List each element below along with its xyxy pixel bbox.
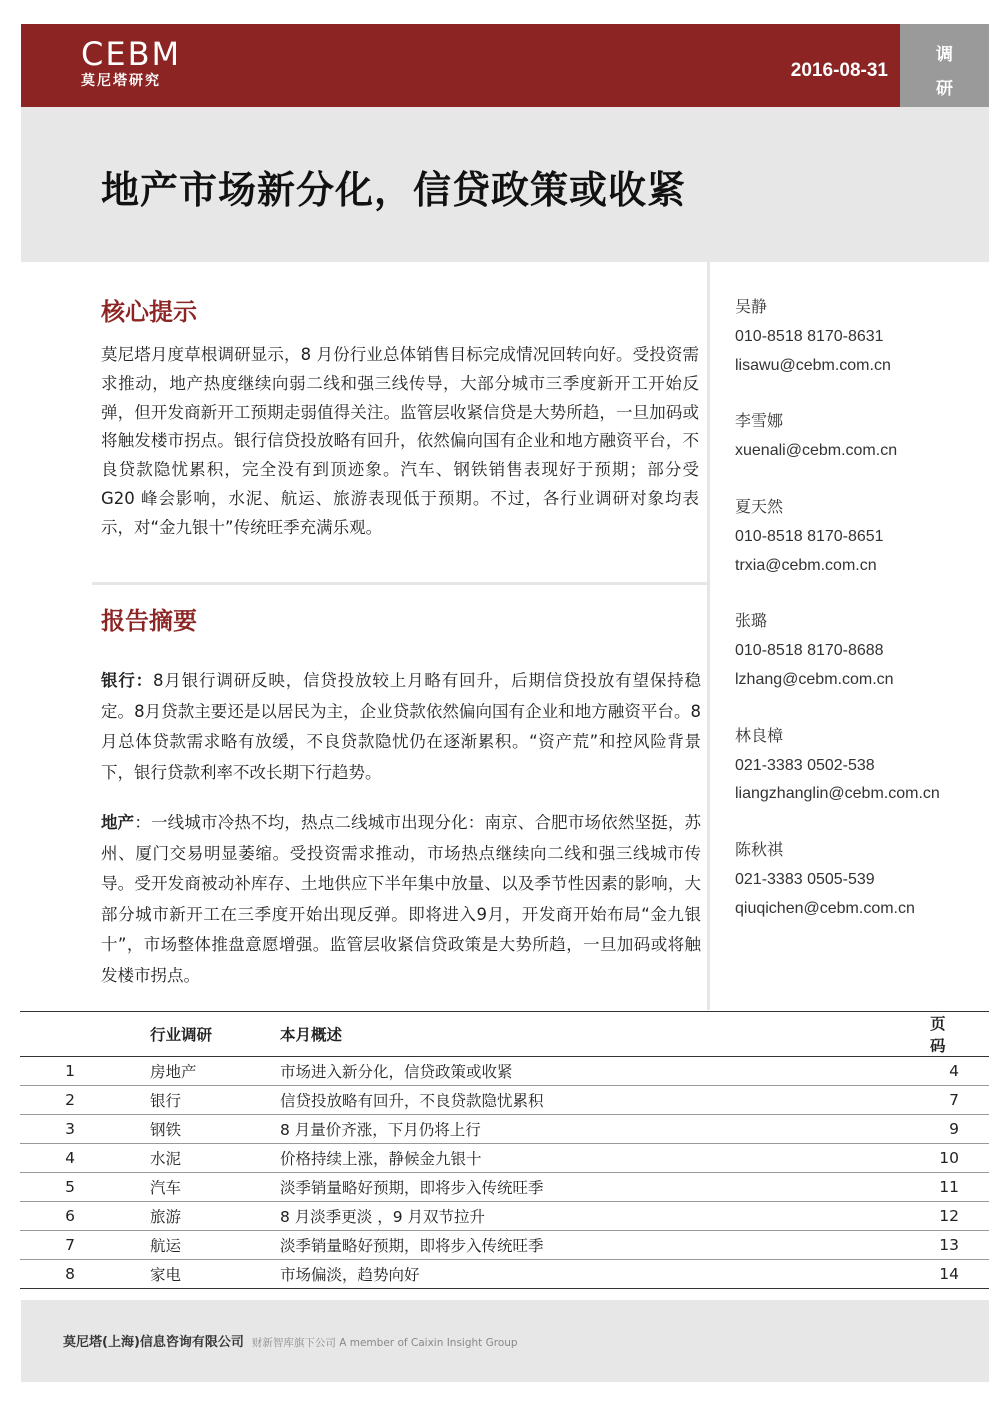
contact-phone: 021-3383 0502-538 (735, 756, 875, 774)
contact-name: 李雪娜 (735, 413, 784, 431)
row-index: 2 (65, 1091, 75, 1109)
contact-phone: 021-3383 0505-539 (735, 870, 875, 888)
contact-card (735, 837, 985, 923)
row-page: 4 (949, 1062, 959, 1080)
contact-phone: 010-8518 8170-8631 (735, 327, 884, 345)
row-page: 9 (949, 1120, 959, 1138)
row-page: 7 (949, 1091, 959, 1109)
title-band (21, 107, 989, 262)
core-summary: 莫尼塔月度草根调研显示，8 月份行业总体销售目标完成情况回转向好。受投资需求推动，地产热度继续向弱二线和强三线传导，大部分城市三季度新开工开始反弹，但开发商新开工预期走弱值得关注。监管层收紧信贷是大势所趋，一旦加码或将触发楼市拐点。银行信贷投放略有回升，依然偏向国有企业和地方融资平台，不良贷款隐忧累积，完全没有到顶迹象。汽车、钢铁销售表现好于预期；部分受 G20 峰会影响，水泥、航运、旅游表现低于预期。不过，各行业调研对象均表示，对“金九银十”传统旺季充满乐观。 (101, 345, 699, 537)
contact-name: 夏天然 (735, 498, 784, 516)
contact-phone: 010-8518 8170-8651 (735, 527, 884, 545)
contact-name: 陈秋祺 (735, 842, 784, 860)
col-header-summary: 本月概述 (280, 1026, 343, 1044)
row-index: 8 (65, 1265, 75, 1283)
row-industry: 水泥 (150, 1150, 182, 1168)
row-industry: 家电 (150, 1266, 182, 1284)
row-industry: 房地产 (150, 1063, 197, 1081)
section-divider (92, 582, 707, 585)
table-row[interactable] (20, 1144, 989, 1173)
core-heading: 核心提示 (101, 298, 197, 326)
row-summary: 价格持续上涨，静候金九银十 (280, 1150, 482, 1168)
tag-line-1: 调 (936, 45, 953, 65)
table-row[interactable] (20, 1057, 989, 1086)
contact-name: 林良樟 (735, 727, 784, 745)
analyst-contacts (735, 294, 985, 952)
contact-email[interactable]: liangzhanglin@cebm.com.cn (735, 785, 940, 803)
report-type-tag (900, 24, 989, 107)
contact-email[interactable]: lzhang@cebm.com.cn (735, 670, 894, 688)
contact-email[interactable]: xuenali@cebm.com.cn (735, 442, 898, 460)
col-header-index (20, 1012, 150, 1057)
col-header-page: 页码 (930, 1015, 946, 1055)
row-page: 10 (939, 1149, 959, 1167)
logo-subtitle: 莫尼塔研究 (81, 73, 161, 89)
row-summary: 淡季销量略好预期，即将步入传统旺季 (280, 1237, 544, 1255)
column-divider (707, 262, 710, 1010)
row-industry: 钢铁 (150, 1121, 182, 1139)
row-summary: 信贷投放略有回升，不良贷款隐忧累积 (280, 1092, 544, 1110)
table-row[interactable] (20, 1202, 989, 1231)
contact-email[interactable]: qiuqichen@cebm.com.cn (735, 899, 915, 917)
row-page: 14 (939, 1265, 959, 1283)
row-summary: 8 月淡季更淡 ，9 月双节拉升 (280, 1208, 486, 1226)
table-row[interactable] (20, 1115, 989, 1144)
row-page: 13 (939, 1236, 959, 1254)
abstract-heading: 报告摘要 (101, 607, 197, 635)
row-summary: 市场偏淡，趋势向好 (280, 1266, 420, 1284)
footer-company: 莫尼塔(上海)信息咨询有限公司 (63, 1335, 244, 1350)
row-industry: 汽车 (150, 1179, 182, 1197)
table-row[interactable] (20, 1231, 989, 1260)
contact-card (735, 608, 985, 694)
cebm-logo (81, 36, 211, 100)
table-row[interactable] (20, 1260, 989, 1289)
table-row[interactable] (20, 1086, 989, 1115)
contact-card (735, 723, 985, 809)
contact-email[interactable]: trxia@cebm.com.cn (735, 556, 877, 574)
table-row[interactable] (20, 1173, 989, 1202)
report-date: 2016-08-31 (790, 60, 888, 81)
col-header-industry: 行业调研 (150, 1026, 213, 1044)
row-summary: 淡季销量略好预期，即将步入传统旺季 (280, 1179, 544, 1197)
contact-name: 吴静 (735, 299, 768, 316)
estate-paragraph (101, 808, 701, 991)
logo-mark: CEBM (81, 35, 182, 73)
bank-label: 银行： (101, 671, 154, 690)
table-header-row (20, 1012, 989, 1057)
row-index: 7 (65, 1236, 75, 1254)
estate-text: ：一线城市冷热不均，热点二线城市出现分化：南京、合肥市场依然坚挺，苏州、厦门交易明显萎缩。受投资需求推动，市场热点继续向二线和强三线城市传导。受开发商被动补库存、土地供应下半年集中放量、以及季节性因素的影响，大部分城市新开工在三季度开始出现反弹。即将进入9月，开发商开始布局“金九银十”，市场整体推盘意愿增强。监管层收紧信贷政策是大势所趋，一旦加码或将触发楼市拐点。 (101, 813, 702, 985)
bank-text: 8月银行调研反映，信贷投放较上月略有回升，后期信贷投放有望保持稳定。8月贷款主要还是以居民为主，企业贷款依然偏向国有企业和地方融资平台。8月总体贷款需求略有放缓，不良贷款隐忧仍在逐渐累积。“资产荒”和控风险背景下，银行贷款利率不改长期下行趋势。 (101, 671, 701, 782)
footer-text (63, 1331, 518, 1350)
contact-email[interactable]: lisawu@cebm.com.cn (735, 356, 891, 374)
row-page: 11 (939, 1178, 959, 1196)
header-bar (21, 24, 900, 107)
page-footer (21, 1300, 989, 1382)
row-index: 3 (65, 1120, 75, 1138)
row-industry: 银行 (150, 1092, 182, 1110)
tag-line-2: 研 (936, 79, 953, 99)
bank-paragraph (101, 666, 701, 788)
contact-card (735, 294, 985, 380)
page-title: 地产市场新分化，信贷政策或收紧 (101, 168, 687, 212)
contact-name: 张璐 (735, 613, 768, 631)
estate-label: 地产 (101, 813, 135, 832)
row-index: 1 (65, 1062, 75, 1080)
footer-group: 财新智库旗下公司 A member of Caixin Insight Group (251, 1337, 518, 1349)
contact-card (735, 408, 985, 466)
row-summary: 市场进入新分化，信贷政策或收紧 (280, 1063, 513, 1081)
row-summary: 8 月量价齐涨，下月仍将上行 (280, 1121, 481, 1139)
row-page: 12 (939, 1207, 959, 1225)
contact-phone: 010-8518 8170-8688 (735, 642, 884, 660)
row-industry: 航运 (150, 1237, 182, 1255)
row-index: 6 (65, 1207, 75, 1225)
industry-table (20, 1011, 989, 1289)
row-index: 5 (65, 1178, 75, 1196)
row-industry: 旅游 (150, 1208, 182, 1226)
row-index: 4 (65, 1149, 75, 1167)
contact-card (735, 494, 985, 580)
